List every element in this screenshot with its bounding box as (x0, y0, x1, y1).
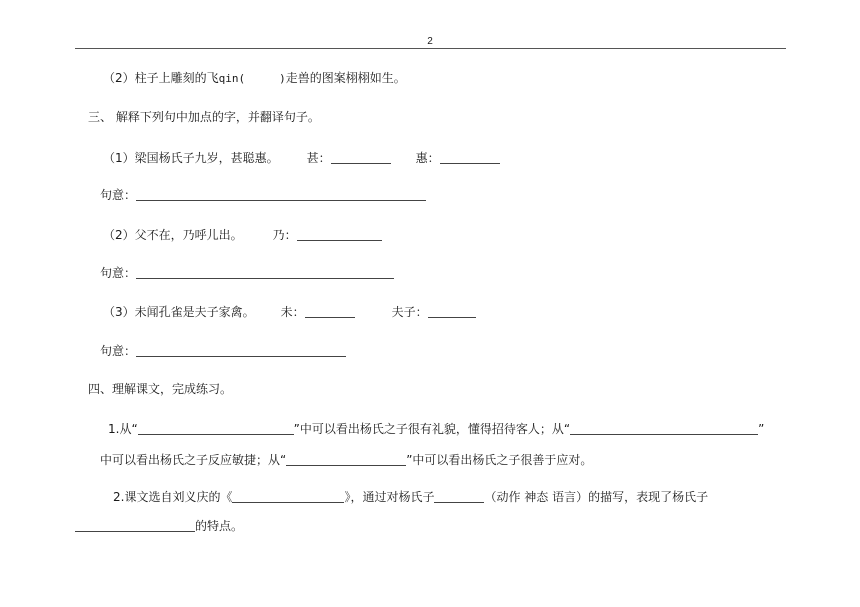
s4q1-start2: 中可以看出杨氏之子反应敏捷；从“ (100, 453, 287, 467)
section4-q1-line2 (100, 452, 592, 468)
pinyin-question-suffix: 走兽的图案栩栩如生。 (285, 71, 406, 85)
q1-meaning-label: 句意： (100, 188, 137, 202)
s4q2-options: （动作 神态 语言）的描写，表现了杨氏子 (484, 490, 709, 504)
section4-title: 四、理解课文，完成练习。 (88, 382, 233, 396)
q3-word1-label: 未： (280, 305, 305, 319)
section3-q1 (103, 150, 500, 166)
s4q1-blank3[interactable] (286, 453, 406, 466)
s4q1-end1: ” (758, 422, 765, 436)
q1-word2-label: 惠： (415, 151, 440, 165)
q1-word1-label: 甚： (306, 151, 331, 165)
q2-word1-blank[interactable] (297, 228, 382, 241)
q3-word2-blank[interactable] (428, 305, 476, 318)
s4q2-trait-blank[interactable] (75, 519, 195, 532)
q3-sentence: （3）未闻孔雀是夫子家禽。 (103, 305, 255, 319)
s4q1-end2: ”中可以看出杨氏之子很善于应对。 (406, 453, 593, 467)
section4-q1-line1 (108, 421, 764, 437)
section4-q2-line1 (113, 489, 708, 505)
s4q2-start: 2.课文选自刘义庆的《 (113, 490, 233, 504)
q1-meaning (100, 187, 426, 203)
s4q2-end: 的特点。 (195, 519, 244, 533)
q2-meaning (100, 265, 394, 281)
pinyin-question-prefix: （2）柱子上雕刻的飞 (103, 71, 219, 85)
pinyin-text: qin( (218, 72, 246, 85)
pinyin-question (103, 70, 406, 87)
header-rule (75, 48, 786, 49)
q2-meaning-blank[interactable] (136, 266, 394, 279)
page-number: 2 (427, 36, 433, 47)
q2-word1-label: 乃： (272, 228, 297, 242)
q3-meaning-blank[interactable] (136, 344, 346, 357)
section4-q2-line2 (75, 518, 243, 534)
q3-meaning (100, 343, 346, 359)
q2-meaning-label: 句意： (100, 266, 137, 280)
q1-word2-blank[interactable] (440, 151, 500, 164)
q1-sentence: （1）梁国杨氏子九岁，甚聪惠。 (103, 151, 279, 165)
q2-sentence: （2）父不在，乃呼儿出。 (103, 228, 243, 242)
section3-q3 (103, 304, 476, 320)
q3-word2-label: 夫子： (391, 305, 428, 319)
pinyin-close-paren: ) (279, 72, 286, 85)
section3-title: 三、 解释下列句中加点的字，并翻译句子。 (88, 110, 320, 124)
s4q1-start: 1.从“ (108, 422, 138, 436)
s4q1-mid1: ”中可以看出杨氏之子很有礼貌，懂得招待客人；从“ (293, 422, 571, 436)
q1-meaning-blank[interactable] (136, 188, 426, 201)
q3-meaning-label: 句意： (100, 344, 137, 358)
section3-q2 (103, 227, 382, 243)
q3-word1-blank[interactable] (305, 305, 355, 318)
q1-word1-blank[interactable] (331, 151, 391, 164)
s4q1-blank1[interactable] (138, 422, 294, 435)
s4q2-book-blank[interactable] (232, 490, 344, 503)
s4q2-manner-blank[interactable] (434, 490, 484, 503)
s4q1-blank2[interactable] (570, 422, 758, 435)
s4q2-mid1: 》，通过对杨氏子 (344, 490, 435, 504)
